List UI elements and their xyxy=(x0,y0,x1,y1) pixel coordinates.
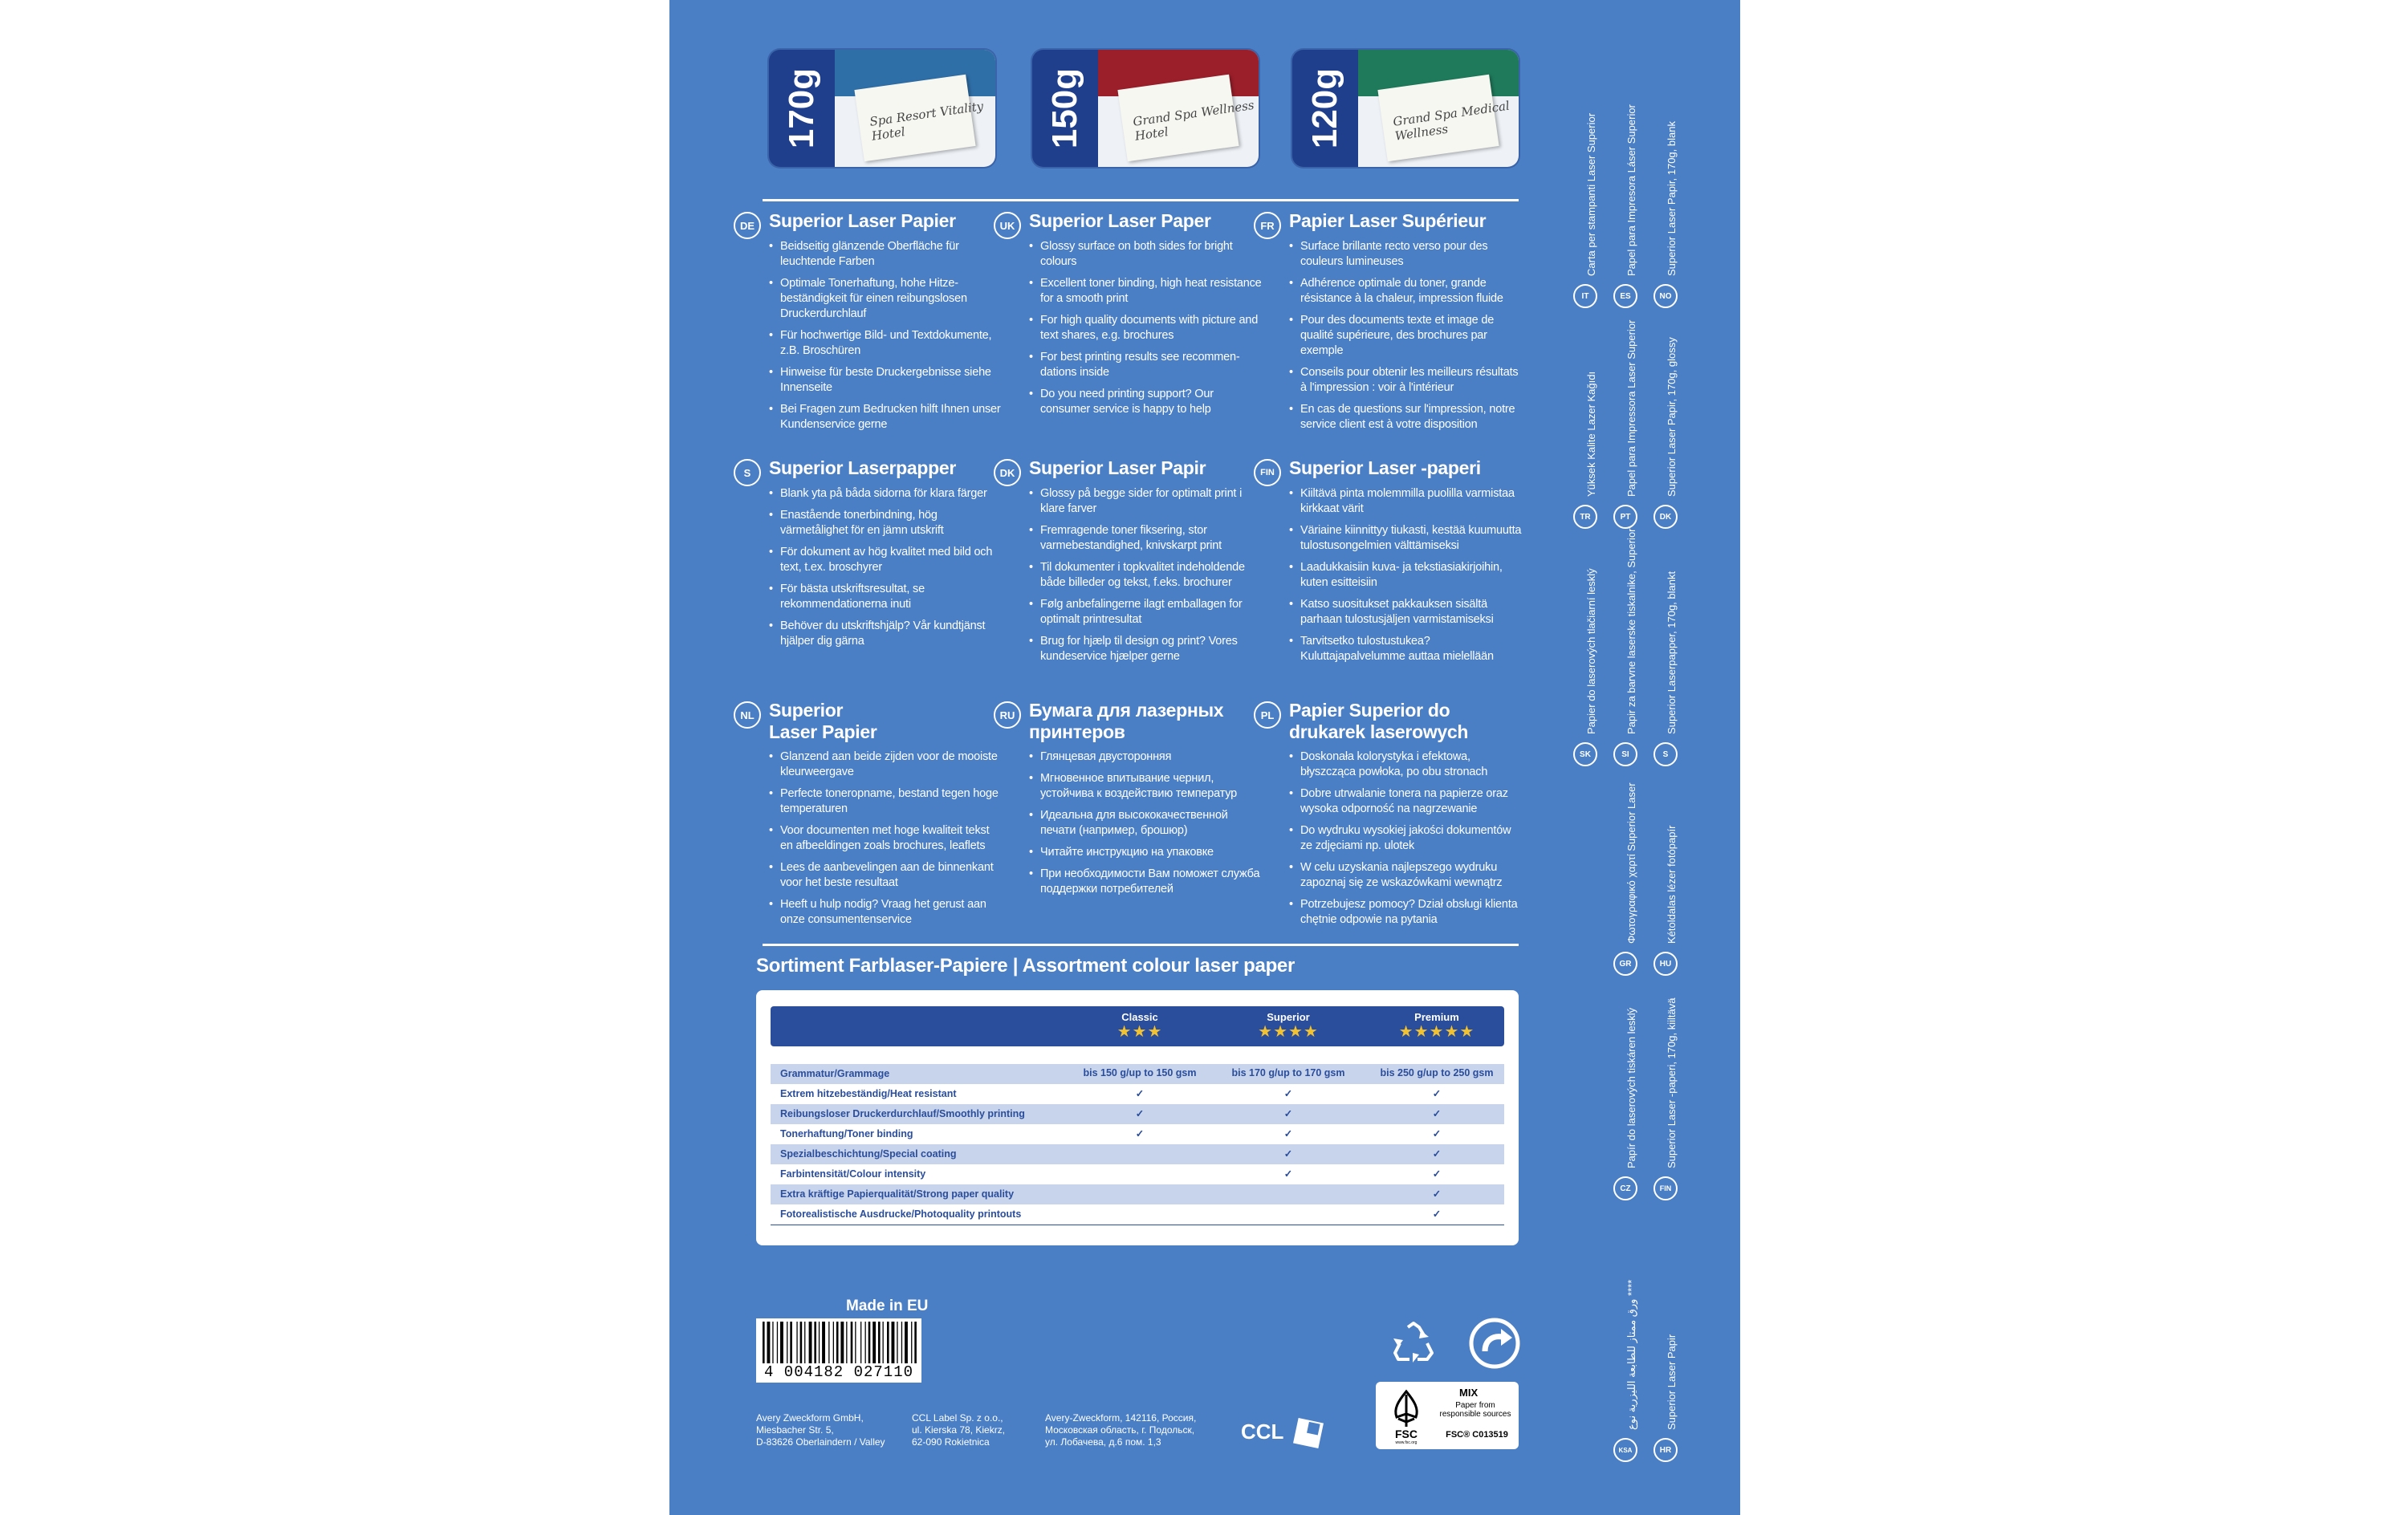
table-row: Extrem hitzebeständig/Heat resistant ✓ ✓ ✓ xyxy=(780,1088,1442,1099)
feature-list xyxy=(769,486,1002,656)
lang-block-nl xyxy=(734,698,999,939)
list-item: • Идеальна для высококачественной печати (например, брошюр) xyxy=(1029,808,1262,839)
list-item: • Optimale Tonerhaftung, hohe Hitze-beständigkeit für einen reibungslosen Druckerdurchlauf xyxy=(769,276,1002,322)
list-item: • En cas de questions sur l'impression, notre service client est à votre disposition xyxy=(1289,402,1522,433)
list-item: • Fremragende toner fiksering, stor varmebestandighed, knivskarpt print xyxy=(1029,523,1262,554)
list-item: • Voor documenten met hoge kwaliteit tekst en afbeeldingen zoals brochures, leaflets xyxy=(769,823,1002,854)
list-item: • Adhérence optimale du toner, grande résistance à la chaleur, impression fluide xyxy=(1289,276,1522,307)
list-item: • Beidseitig glänzende Oberfläche für leuchtende Farben xyxy=(769,239,1002,270)
lang-title: Superior Laser Papir xyxy=(1029,457,1206,478)
lang-block-ru xyxy=(994,698,1260,939)
lang-block-s xyxy=(734,456,993,688)
list-item: • Brug for hjælp til design og print? Vores kundeservice hjælper gerne xyxy=(1029,634,1262,664)
lang-block-de xyxy=(734,209,1001,449)
list-item: • For high quality documents with picture and text shares, e.g. brochures xyxy=(1029,313,1262,343)
column-classic: Classic ★★★ xyxy=(1068,1011,1212,1041)
lang-block-fin xyxy=(1254,456,1522,688)
list-item: • Мгновенное впитывание чернил, устойчива к воздействию температур xyxy=(1029,771,1262,802)
table-row: Grammatur/Grammage bis 150 g/up to 150 gsm bis 170 g/up to 170 gsm bis 250 g/up to 250 gsm xyxy=(771,1064,1504,1084)
svg-text:FSC: FSC xyxy=(1395,1428,1418,1440)
fsc-badge xyxy=(1376,1382,1519,1449)
divider xyxy=(763,944,1519,946)
list-item: • Laadukkaisiin kuva- ja tekstiasiakirjoihin, kuten esitteisiin xyxy=(1289,560,1522,591)
fsc-code: FSC® C013519 xyxy=(1446,1430,1508,1440)
sample-image xyxy=(835,50,995,167)
list-item: • Lees de aanbevelingen aan de binnenkant voor het beste resultaat xyxy=(769,860,1002,891)
list-item: • Do wydruku wysokiej jakości dokumentów ze zdjęciami np. ulotek xyxy=(1289,823,1522,854)
list-item: • Bei Fragen zum Bedrucken hilft Ihnen unser Kundenservice gerne xyxy=(769,402,1002,433)
list-item: • Pour des documents texte et image de qualité supérieure, des brochures par exemple xyxy=(1289,313,1522,359)
sample-image xyxy=(1098,50,1259,167)
list-item: • W celu uzyskania najlepszego wydruku zapoznaj się ze wskazówkami wewnątrz xyxy=(1289,860,1522,891)
table-row: Farbintensität/Colour intensity ✓ ✓ xyxy=(780,1168,1442,1180)
list-item: • Enastående tonerbindning, hög värmetålighet för en jämn utskrift xyxy=(769,508,1002,538)
weight-label: 150g xyxy=(1045,67,1085,149)
feature-list xyxy=(1029,749,1262,904)
address-ru: Avery-Zweckform, 142116, Россия, Московская область, г. Подольск, ул. Лобачева, д.6 пом. 1,3 xyxy=(1045,1412,1197,1448)
list-item: • For best printing results see recommen-dations inside xyxy=(1029,350,1262,380)
lang-title: Superior Laser Papier xyxy=(769,700,877,742)
table-header xyxy=(771,1006,1504,1046)
sample-script-text: Grand Spa Medical Wellness xyxy=(1392,98,1511,144)
thumbnail-150g xyxy=(1032,50,1259,167)
lang-block-pl xyxy=(1254,698,1518,939)
table-row: Fotorealistische Ausdrucke/Photoquality printouts ✓ xyxy=(771,1204,1504,1225)
divider xyxy=(763,199,1519,201)
lang-badge: RU xyxy=(994,701,1021,729)
barcode-number: 4 004182 027110 xyxy=(763,1363,914,1381)
list-item: • Do you need printing support? Our consumer service is happy to help xyxy=(1029,387,1262,417)
list-item: • При необходимости Вам поможет служба поддержки потребителей xyxy=(1029,867,1262,897)
list-item: • Dobre utrwalanie tonera na papierze oraz wysoka odporność na nagrzewanie xyxy=(1289,786,1522,817)
list-item: • Blank yta på båda sidorna för klara färger xyxy=(769,486,1002,502)
lang-badge: DE xyxy=(734,212,761,239)
list-item: • Читайте инструкцию на упаковке xyxy=(1029,845,1262,860)
lang-title: Superior Laserpapper xyxy=(769,457,957,478)
feature-list xyxy=(769,239,1002,439)
sample-image xyxy=(1358,50,1519,167)
thumbnail-120g xyxy=(1292,50,1519,167)
lang-badge: PL xyxy=(1254,701,1281,729)
feature-list xyxy=(1289,749,1522,934)
table-row: Spezialbeschichtung/Special coating ✓ ✓ xyxy=(771,1144,1504,1164)
barcode-bars xyxy=(756,1322,921,1367)
lang-title: Superior Laser -paperi xyxy=(1289,457,1481,478)
list-item: • Glossy på begge sider for optimalt print i klare farver xyxy=(1029,486,1262,517)
list-item: • Heeft u hulp nodig? Vraag het gerust aan onze consumentenservice xyxy=(769,897,1002,928)
star-rating: ★★★★ xyxy=(1258,1023,1319,1041)
table-row: Extra kräftige Papierqualität/Strong paper quality ✓ xyxy=(771,1184,1504,1204)
feature-list xyxy=(1029,486,1262,671)
list-item: • För bästa utskriftsresultat, se rekommendationerna inuti xyxy=(769,582,1002,612)
made-in-label: Made in EU xyxy=(846,1298,929,1314)
lang-title: Papier Superior do drukarek laserowych xyxy=(1289,700,1469,742)
list-item: • Tarvitsetko tulostustukea? Kuluttajapalvelumme auttaa mielellään xyxy=(1289,634,1522,664)
barcode xyxy=(756,1318,921,1383)
list-item: • För dokument av hög kvalitet med bild och text, t.ex. broschyrer xyxy=(769,545,1002,575)
list-item: • Potrzebujesz pomocy? Dział obsługi klienta chętnie odpowie na pytania xyxy=(1289,897,1522,928)
lang-badge: FIN xyxy=(1254,459,1281,486)
ccl-logo: CCL xyxy=(1241,1417,1324,1449)
table-row: Reibungsloser Druckerdurchlauf/Smoothly printing ✓ ✓ ✓ xyxy=(771,1104,1504,1124)
lang-block-uk xyxy=(994,209,1262,449)
lang-block-dk xyxy=(994,456,1249,688)
svg-text:www.fsc.org: www.fsc.org xyxy=(1395,1440,1418,1444)
star-rating: ★★★★★ xyxy=(1398,1023,1475,1041)
recycling-arrow-icon xyxy=(1469,1318,1520,1373)
lang-title: Papier Laser Supérieur xyxy=(1289,210,1487,231)
column-premium: Premium ★★★★★ xyxy=(1365,1011,1509,1041)
feature-list xyxy=(769,749,1002,934)
list-item: • Hinweise für beste Druckergebnisse siehe Innenseite xyxy=(769,365,1002,396)
product-back-panel: 170g Spa Resort Vitality Hotel 150g Grand Spa Wellness Hotel 120g Grand Spa Medical Wellness DE Superior Laser Papier • Beidseitig glänzende Oberfläche für leuchtende Farben • Optimale Tonerhaftung, hohe Hitze-beständigkeit für einen reibungslosen Druckerdurchlauf • Für hochwertige Bild- und Textdokumente, z.B. Broschüren • Hinweise für beste Druckergebnisse siehe Innenseite • Bei Fragen zum Bedrucken hilft Ihnen unser Kundenservice gerne UK Superior Laser Paper • Glossy surface on both sides for bright colours • Excellent toner binding, high heat resistance for a smooth print • For high quality documents with picture and text shares, e.g. brochures • For best printing results see recommen-dations inside • Do you need printing support? Our consumer service is happy to help FR Papier Laser Supérieur • Surface brillante recto verso pour des couleurs lumineuses • Adhérence optimale du toner, grande résistance à la chaleur, impression fluide • Pour des documents texte et image de qualité supérieure, des brochures par exemple • Conseils pour obtenir les meilleurs résultats à l'impression : voir à l'intérieur • En cas de questions sur l'impression, notre service client est à votre disposition S Superior Laserpapper • Blank yta på båda sidorna för klara färger • Enastående tonerbindning, hög värmetålighet för en jämn utskrift • För dokument av hög kvalitet med bild och text, t.ex. broschyrer • För bästa utskriftsresultat, se rekommendationerna inuti • Behöver du utskriftshjälp? Vår kundtjänst hjälper dig gärna DK Superior Laser Papir • Glossy på begge sider for optimalt print i klare farver • Fremragende toner fiksering, stor varmebestandighed, knivskarpt print • Til dokumenter i topkvalitet indeholdende både billeder og tekst, f.eks. brochurer • Følg anbefalingerne ilagt emballagen for optimalt printresultat • Brug for hjælp til design og print? Vores kundeservice hjælper gerne FIN Superior Laser -paperi • Kiiltävä pinta molemmilla puolilla varmistaa kirkkaat värit • Väriaine kiinnittyy tiukasti, kestää kuumuutta tulostusongelmien välttämiseksi • Laadukkaisiin kuva- ja tekstiasiakirjoihin, kuten esitteisiin • Katso suositukset pakkauksen sisältä parhaan tulostusjäljen varmistamiseksi • Tarvitsetko tulostustukea? Kuluttajapalvelumme auttaa mielellään NL Superior Laser Papier • Glanzend aan beide zijden voor de mooiste kleurweergave • Perfecte toneropname, bestand tegen hoge temperaturen • Voor documenten met hoge kwaliteit tekst en afbeeldingen zoals brochures, leaflets • Lees de aanbevelingen aan de binnenkant voor het beste resultaat • Heeft u hulp nodig? Vraag het gerust aan onze consumentenservice RU Бумага для лазерных принтеров • Глянцевая двусторонняя • Мгновенное впитывание чернил, устойчива к воздействию температур • Идеальна для высококачественной печати (например, брошюр) • Читайте инструкцию на упаковке • При необходимости Вам поможет служба поддержки потребителей PL Papier Superior do drukarek laserowych • Doskonała kolorystyka i efektowa, błyszcząca powłoka, po obu stronach • Dobre utrwalanie tonera na papierze oraz wysoka odporność na nagrzewanie • Do wydruku wysokiej jakości dokumentów ze zdjęciami np. ulotek • W celu uzyskania najlepszego wydruku zapoznaj się ze wskazówkami wewnątrz • Potrzebujesz pomocy? Dział obsługi klienta chętnie odpowie na pytania Sortiment Farblaser-Papiere | Assortment colour laser paper Classic ★★★ Superior ★★★★ Premium ★★★★★ Grammatur/Grammage bis 150 g/up to 150 gsm bis 170 g/up to 170 gsm bis 250 g/up to 250 gsm Extrem hitzebeständig/Heat resistant ✓ ✓ ✓ Reibungsloser Druckerdurchlauf/Smoothly printing ✓ ✓ ✓ Tonerhaftung/Toner binding ✓ ✓ ✓ Spezialbeschichtung/Special coating ✓ ✓ Farbintensität/Colour intensity ✓ ✓ Extra kräftige Papierqualität/Strong paper quality ✓ Fotorealistische Ausdrucke/Photoquality printouts ✓ IT Carta per stampanti Laser Superior TR Yüksek Kalite Lazer Kağıdı SK Papier do laserových tlačiarní lesklý ES Papel para Impresora Láser Superior PT Papel para Impressora Laser Superior SI Papir za barvne laserske tiskalnike, Superior GR Φωτογραφικό χαρτί Superior Laser CZ Papír do laserových tiskáren lesklý KSA ورق ممتاز للطابعة الليزرية نوع **** NO Superior Laser Papir, 170g, blank DK Superior Laser Papir, 170g, glossy S Superior Laserpapper, 170g, blankt HU Kétoldalas lézer fotópapír FIN Superior Laser -paperi, 170g, kiiltävä HR Superior Laser Papir Made in EU 4 004182 027110 Avery Zweckform GmbH, Miesbacher Str. 5, D-83626 Oberlaindern / Valley CCL Label Sp. z o.o., ul. Kierska 78, Kiekrz, 62-090 Rokietnica Avery-Zweckform, 142116, Россия, Московская область, г. Подольск, ул. Лобачева, д.6 пом. 1,3 CCL FSC www.fsc.org MIX Paper from responsible sources FSC® C013519 xyxy=(669,0,1740,1515)
feature-list xyxy=(1289,486,1522,671)
list-item: • Väriaine kiinnittyy tiukasti, kestää kuumuutta tulostusongelmien välttämiseksi xyxy=(1289,523,1522,554)
table-row: Tonerhaftung/Toner binding ✓ ✓ ✓ xyxy=(780,1128,1442,1139)
list-item: • Für hochwertige Bild- und Textdokumente, z.B. Broschüren xyxy=(769,328,1002,359)
feature-list xyxy=(1029,239,1262,424)
sample-script-text: Spa Resort Vitality Hotel xyxy=(868,99,985,144)
list-item: • Behöver du utskriftshjälp? Vår kundtjänst hjälper dig gärna xyxy=(769,619,1002,649)
list-item: • Глянцевая двусторонняя xyxy=(1029,749,1262,765)
sample-script-text: Grand Spa Wellness Hotel xyxy=(1132,97,1255,144)
recycle-icon xyxy=(1390,1321,1437,1370)
list-item: • Excellent toner binding, high heat resistance for a smooth print xyxy=(1029,276,1262,307)
list-item: • Katso suositukset pakkauksen sisältä parhaan tulostusjäljen varmistamiseksi xyxy=(1289,597,1522,628)
list-item: • Glossy surface on both sides for bright colours xyxy=(1029,239,1262,270)
sortiment-title: Sortiment Farblaser-Papiere | Assortment colour laser paper xyxy=(756,955,1296,977)
address-de: Avery Zweckform GmbH, Miesbacher Str. 5, D-83626 Oberlaindern / Valley xyxy=(756,1412,885,1448)
list-item: • Til dokumenter i topkvalitet indeholdende både billeder og tekst, f.eks. brochurer xyxy=(1029,560,1262,591)
star-rating: ★★★ xyxy=(1117,1023,1163,1041)
list-item: • Kiiltävä pinta molemmilla puolilla varmistaa kirkkaat värit xyxy=(1289,486,1522,517)
column-superior: Superior ★★★★ xyxy=(1216,1011,1361,1041)
weight-label: 120g xyxy=(1305,67,1345,149)
assortment-table xyxy=(756,990,1519,1245)
list-item: • Følg anbefalingerne ilagt emballagen for optimalt printresultat xyxy=(1029,597,1262,628)
list-item: • Perfecte toneropname, bestand tegen hoge temperaturen xyxy=(769,786,1002,817)
lang-badge: DK xyxy=(994,459,1021,486)
list-item: • Doskonała kolorystyka i efektowa, błyszcząca powłoka, po obu stronach xyxy=(1289,749,1522,780)
list-item: • Glanzend aan beide zijden voor de mooiste kleurweergave xyxy=(769,749,1002,780)
address-pl: CCL Label Sp. z o.o., ul. Kierska 78, Kiekrz, 62-090 Rokietnica xyxy=(912,1412,1006,1448)
fsc-text: Paper from responsible sources xyxy=(1439,1401,1511,1419)
lang-block-fr xyxy=(1254,209,1519,449)
thumbnail-170g xyxy=(769,50,995,167)
list-item: • Surface brillante recto verso pour des couleurs lumineuses xyxy=(1289,239,1522,270)
lang-title: Бумага для лазерных принтеров xyxy=(1029,700,1224,742)
fsc-mix: MIX xyxy=(1459,1387,1479,1399)
feature-list xyxy=(1289,239,1522,439)
lang-badge: NL xyxy=(734,701,761,729)
lang-title: Superior Laser Paper xyxy=(1029,210,1211,231)
weight-label: 170g xyxy=(782,67,822,149)
lang-title: Superior Laser Papier xyxy=(769,210,956,231)
fsc-tree-icon xyxy=(1382,1387,1430,1444)
lang-badge: S xyxy=(734,459,761,486)
list-item: • Conseils pour obtenir les meilleurs résultats à l'impression : voir à l'intérieur xyxy=(1289,365,1522,396)
lang-badge: UK xyxy=(994,212,1021,239)
lang-badge: FR xyxy=(1254,212,1281,239)
